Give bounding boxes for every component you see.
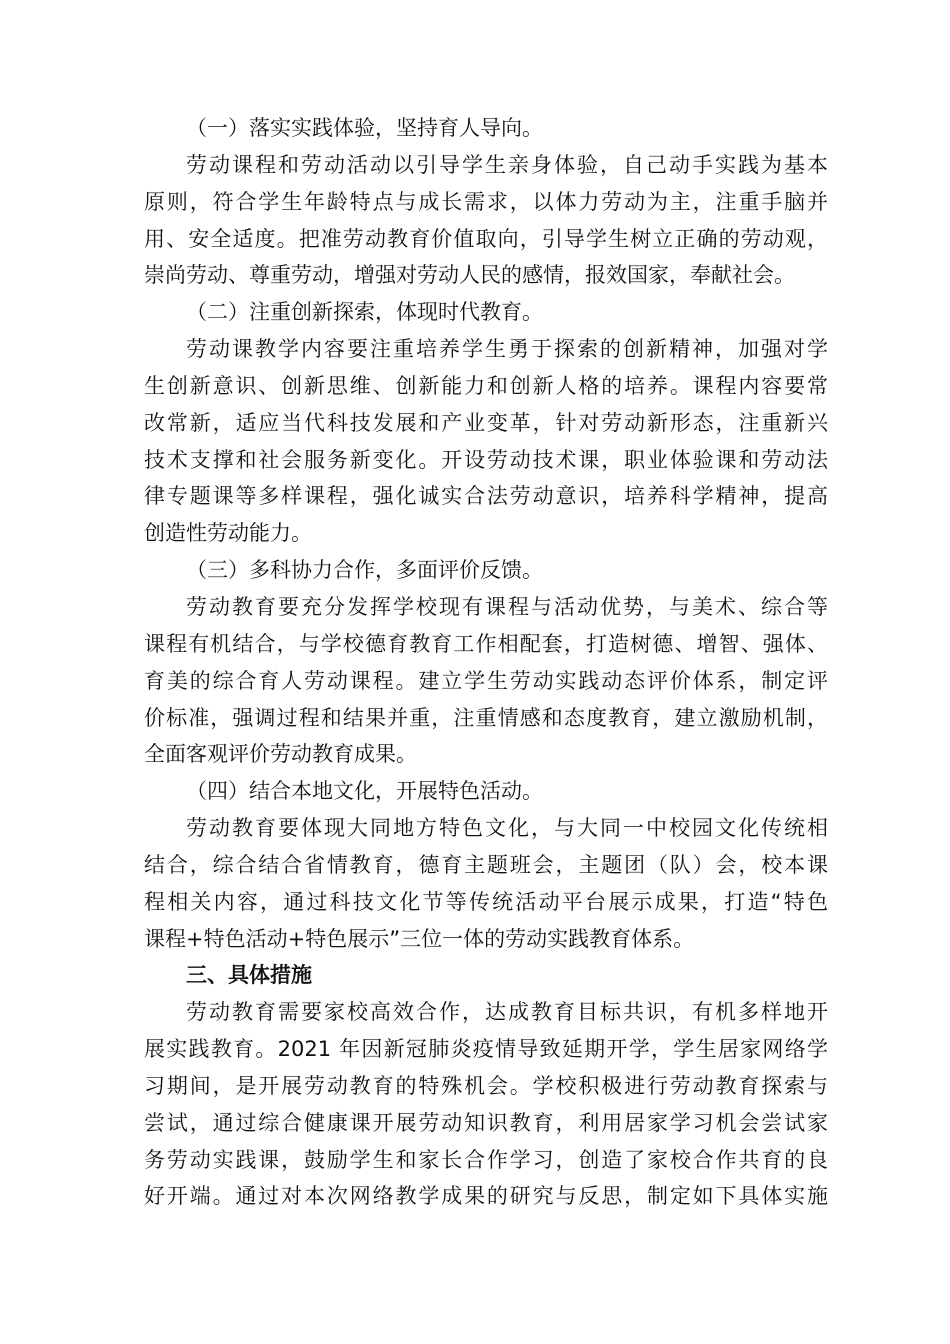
text-line-content: 创造性劳动能力。: [144, 521, 312, 546]
text-line-content: 育美的综合育人劳动课程。建立学生劳动实践动态评价体系，制定评: [144, 668, 828, 693]
text-line: [144, 736, 828, 773]
text-line-content: 劳动教育要充分发挥学校现有课程与活动优势，与美术、综合等: [186, 594, 828, 619]
text-line-content: 价标准，强调过程和结果并重，注重情感和态度教育，建立激励机制，: [144, 705, 828, 730]
text-line: [144, 110, 828, 147]
text-line-content: 全面客观评价劳动教育成果。: [144, 742, 417, 767]
text-line: [144, 331, 828, 368]
text-line: [144, 847, 828, 884]
text-line: [144, 1178, 828, 1215]
text-line: [144, 1142, 828, 1179]
text-line: [144, 626, 828, 663]
text-line: [144, 147, 828, 184]
text-line-content: （二）注重创新探索，体现时代教育。: [186, 300, 543, 325]
text-line-content: 用、安全适度。把准劳动教育价值取向，引导学生树立正确的劳动观，: [144, 226, 828, 251]
text-line-content: 原则，符合学生年龄特点与成长需求，以体力劳动为主，注重手脑并: [144, 189, 828, 214]
text-line-content: 劳动教育要体现大同地方特色文化，与大同一中校园文化传统相: [186, 816, 828, 841]
text-line: [144, 257, 828, 294]
text-line-content: （四）结合本地文化，开展特色活动。: [186, 779, 543, 804]
text-line-content: 尝试，通过综合健康课开展劳动知识教育，利用居家学习机会尝试家: [144, 1110, 828, 1135]
text-line: [144, 405, 828, 442]
text-line-content: （一）落实实践体验，坚持育人导向。: [186, 116, 543, 140]
text-line: [144, 884, 828, 921]
text-line: [144, 294, 828, 331]
text-line-content: 习期间，是开展劳动教育的特殊机会。学校积极进行劳动教育探索与: [144, 1073, 828, 1098]
text-line-content: 技术支撑和社会服务新变化。开设劳动技术课，职业体验课和劳动法: [144, 447, 828, 472]
text-line-content: 崇尚劳动、尊重劳动，增强对劳动人民的感情，报效国家，奉献社会。: [144, 263, 795, 288]
text-line-content: 课程+特色活动+特色展示”三位一体的劳动实践教育体系。: [144, 926, 695, 951]
text-line-content: 改常新，适应当代科技发展和产业变革，针对劳动新形态，注重新兴: [144, 410, 828, 435]
text-line-content: 律专题课等多样课程，强化诚实合法劳动意识，培养科学精神，提高: [144, 484, 828, 509]
text-line: [144, 921, 828, 958]
text-line-content: 劳动课程和劳动活动以引导学生亲身体验，自己动手实践为基本: [186, 152, 828, 177]
text-line-content: 好开端。通过对本次网络教学成果的研究与反思，制定如下具体实施: [144, 1184, 828, 1209]
text-line: [144, 994, 828, 1031]
text-line: [144, 773, 828, 810]
text-line: [144, 368, 828, 405]
text-line: [144, 442, 828, 479]
text-line-content: （三）多科协力合作，多面评价反馈。: [186, 558, 543, 583]
text-line: [144, 1031, 828, 1068]
text-line-content: 课程有机结合，与学校德育教育工作相配套，打造树德、增智、强体、: [144, 631, 828, 656]
text-line: [144, 552, 828, 589]
text-line-content: 劳动课教学内容要注重培养学生勇于探索的创新精神，加强对学: [186, 337, 828, 362]
text-line: [144, 221, 828, 258]
text-line-content: 劳动教育需要家校高效合作，达成教育目标共识，有机多样地开: [186, 1000, 828, 1025]
text-line-content: 程相关内容，通过科技文化节等传统活动平台展示成果，打造“特色: [144, 889, 828, 914]
text-line: [144, 515, 828, 552]
text-line: [144, 478, 828, 515]
text-line: [144, 1068, 828, 1105]
text-line: [144, 810, 828, 847]
text-line-content: 务劳动实践课，鼓励学生和家长合作学习，创造了家校合作共育的良: [144, 1147, 828, 1172]
section-heading-text: 三、具体措施: [186, 963, 312, 988]
text-line-content: 展实践教育。2021 年因新冠肺炎疫情导致延期开学，学生居家网络学: [144, 1037, 828, 1062]
text-line-content: 结合，综合结合省情教育，德育主题班会，主题团（队）会，校本课: [144, 852, 828, 877]
text-line: [144, 700, 828, 737]
document-body: [144, 110, 828, 1215]
text-line: [144, 589, 828, 626]
section-heading: [144, 957, 828, 994]
text-line-content: 生创新意识、创新思维、创新能力和创新人格的培养。课程内容要常: [144, 373, 828, 398]
text-line: [144, 1105, 828, 1142]
text-line: [144, 663, 828, 700]
text-line: [144, 184, 828, 221]
